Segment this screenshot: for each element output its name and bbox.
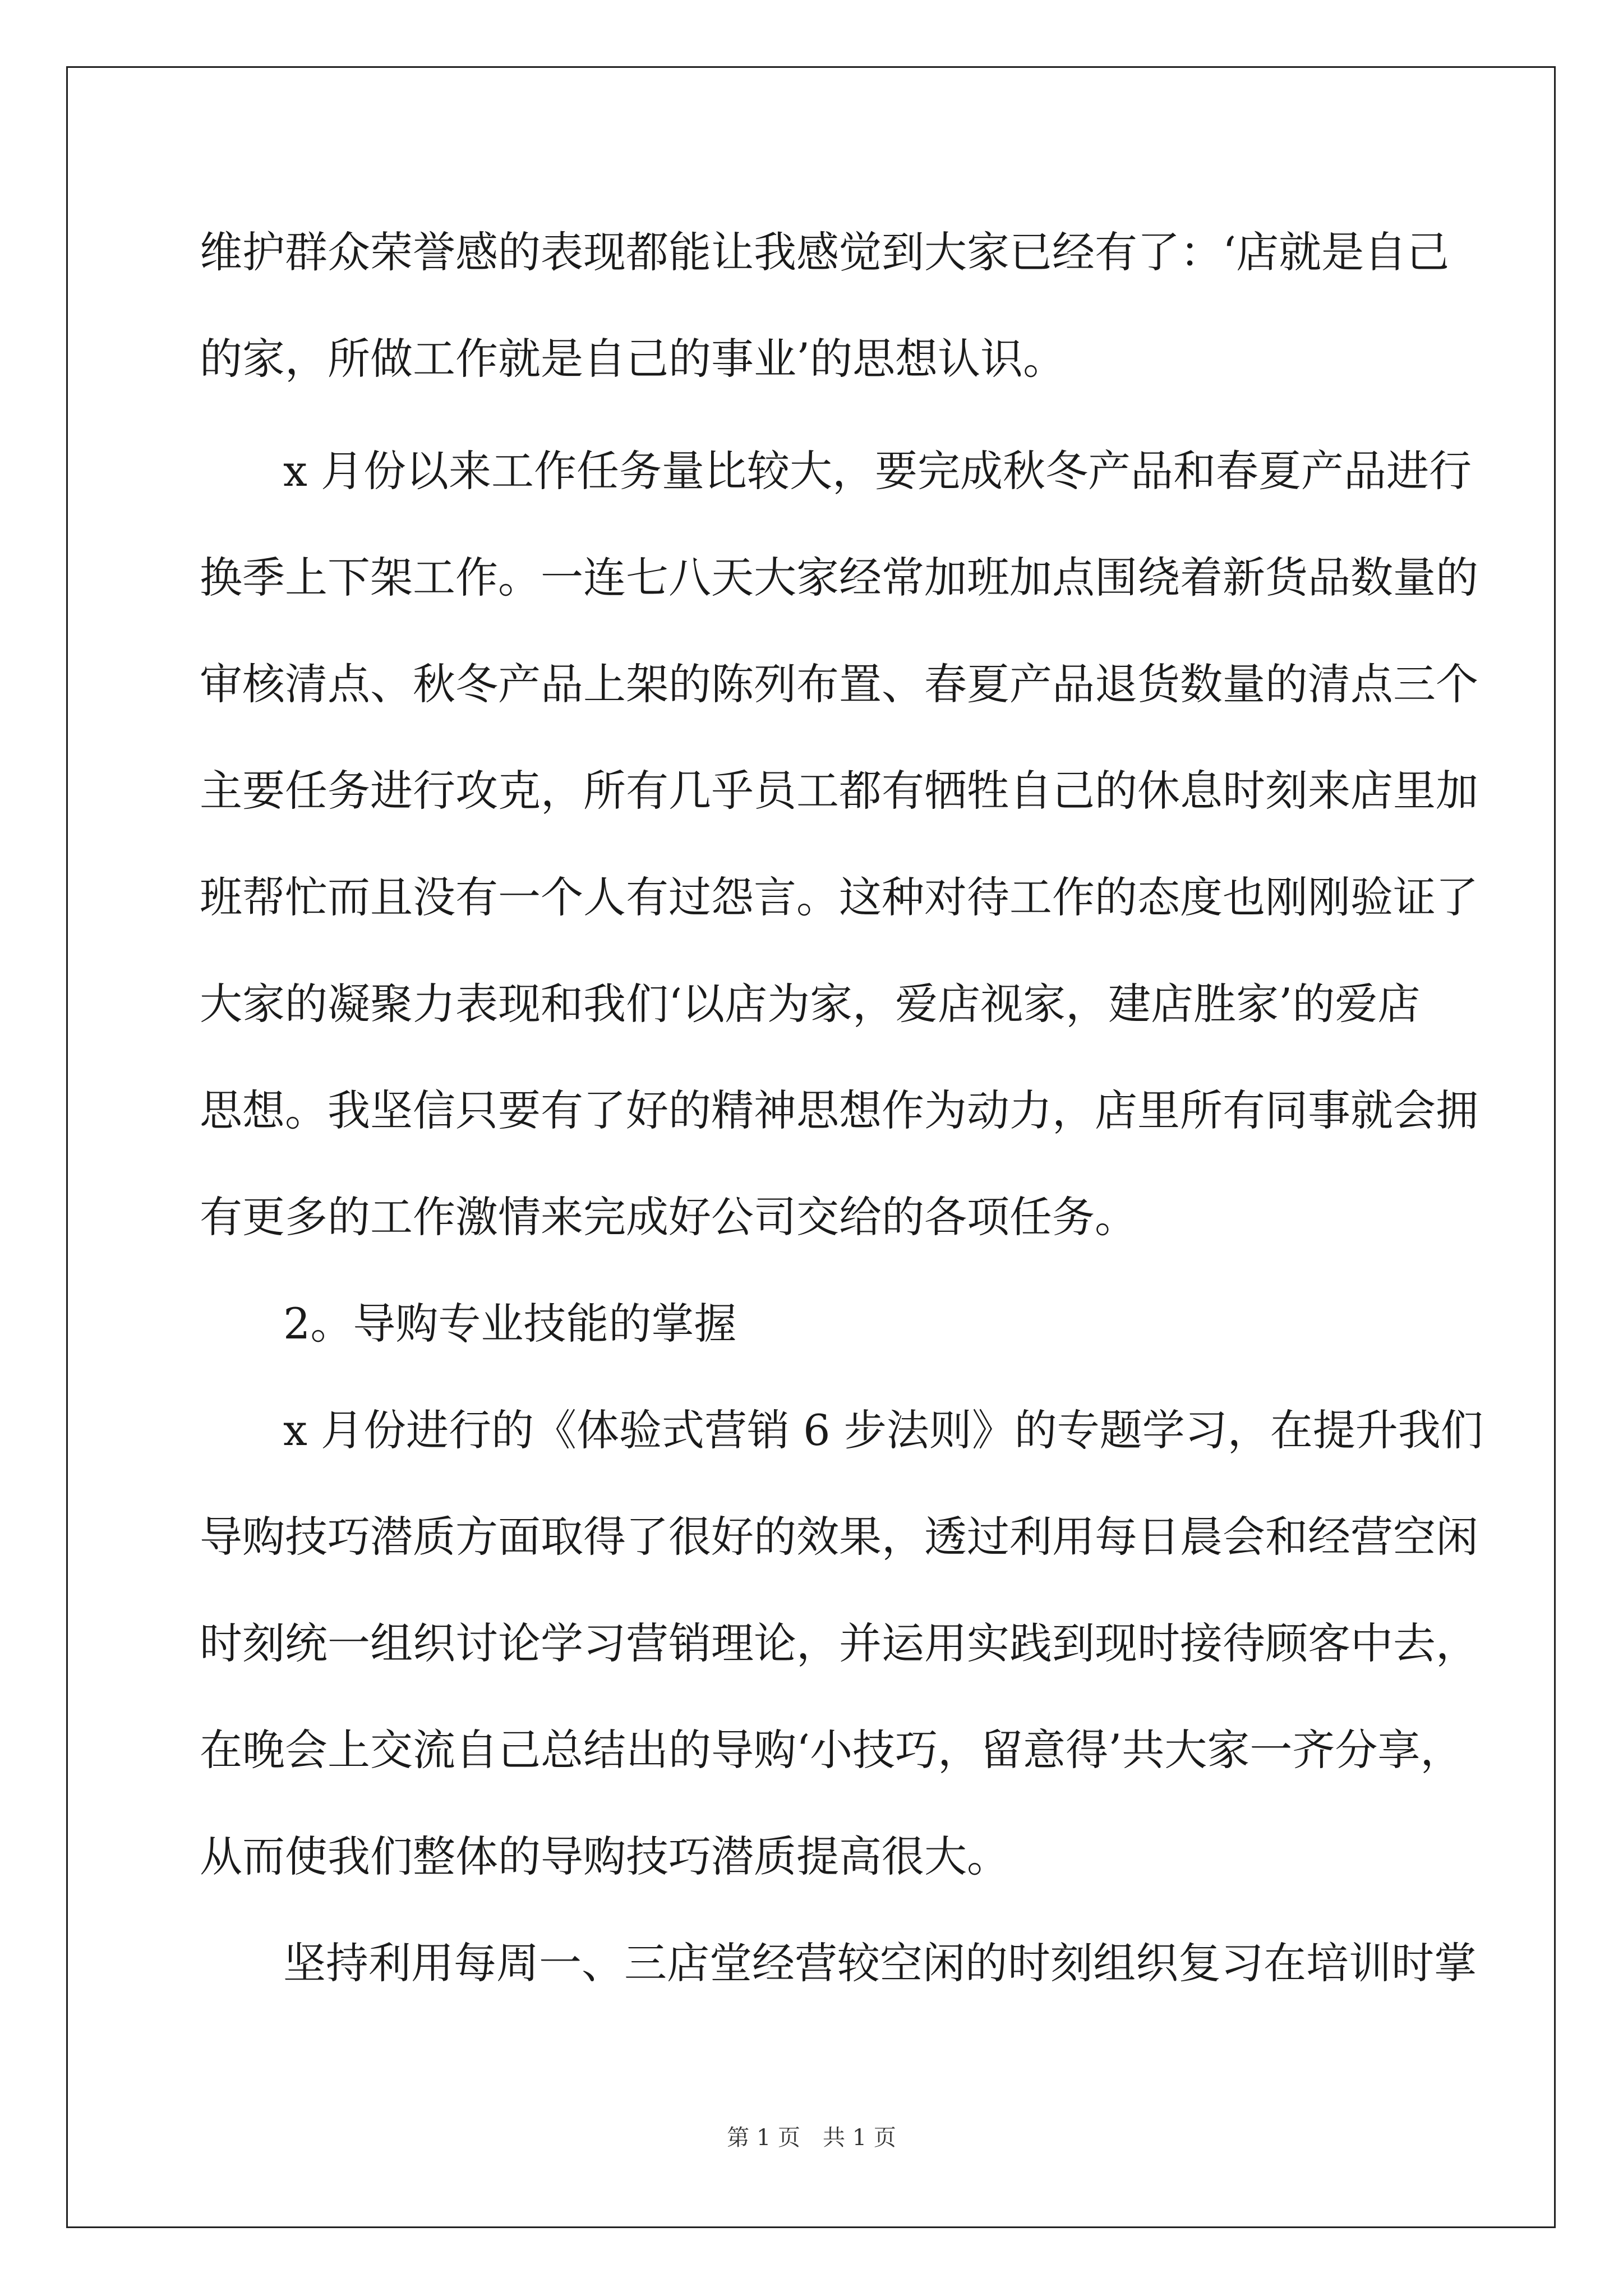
- text-line: 有更多的工作激情来完成好公司交给的各项任务。: [200, 1192, 1137, 1242]
- text-line: 维护群众荣誉感的表现都能让我感觉到大家已经有了：‘店就是自己: [200, 227, 1450, 277]
- text-line: 导购技巧潜质方面取得了很好的效果，透过利用每日晨会和经营空闲: [200, 1512, 1478, 1562]
- text-line: 的家，所做工作就是自己的事业’的思想认识。: [200, 334, 1066, 384]
- page-number-footer: 第 1 页 共 1 页: [727, 2125, 896, 2151]
- text-line: 审核清点、秋冬产品上架的陈列布置、春夏产品退货数量的清点三个: [200, 659, 1478, 709]
- text-line: 换季上下架工作。一连七八天大家经常加班加点围绕着新货品数量的: [200, 553, 1478, 602]
- paragraph-first-line: 坚持利用每周一、三店堂经营较空闲的时刻组织复习在培训时掌: [283, 1938, 1477, 1988]
- paragraph-first-line: x 月份进行的《体验式营销 6 步法则》的专题学习，在提升我们: [283, 1405, 1483, 1455]
- text-line: 主要任务进行攻克，所有几乎员工都有牺牲自己的休息时刻来店里加: [200, 766, 1478, 816]
- text-line: 思想。我坚信只要有了好的精神思想作为动力，店里所有同事就会拥: [200, 1085, 1478, 1135]
- text-line: 时刻统一组织讨论学习营销理论，并运用实践到现时接待顾客中去，: [200, 1618, 1478, 1668]
- paragraph-first-line: x 月份以来工作任务量比较大，要完成秋冬产品和春夏产品进行: [283, 446, 1472, 496]
- section-heading: 2。导购专业技能的掌握: [283, 1299, 737, 1349]
- page-border: [66, 66, 1556, 2228]
- text-line: 大家的凝聚力表现和我们‘以店为家，爱店视家，建店胜家’的爱店: [200, 979, 1421, 1029]
- text-line: 班帮忙而且没有一个人有过怨言。这种对待工作的态度也刚刚验证了: [200, 872, 1478, 922]
- text-line: 从而使我们整体的导购技巧潜质提高很大。: [200, 1832, 1009, 1881]
- text-line: 在晚会上交流自己总结出的导购‘小技巧，留意得’共大家一齐分享，: [200, 1725, 1463, 1775]
